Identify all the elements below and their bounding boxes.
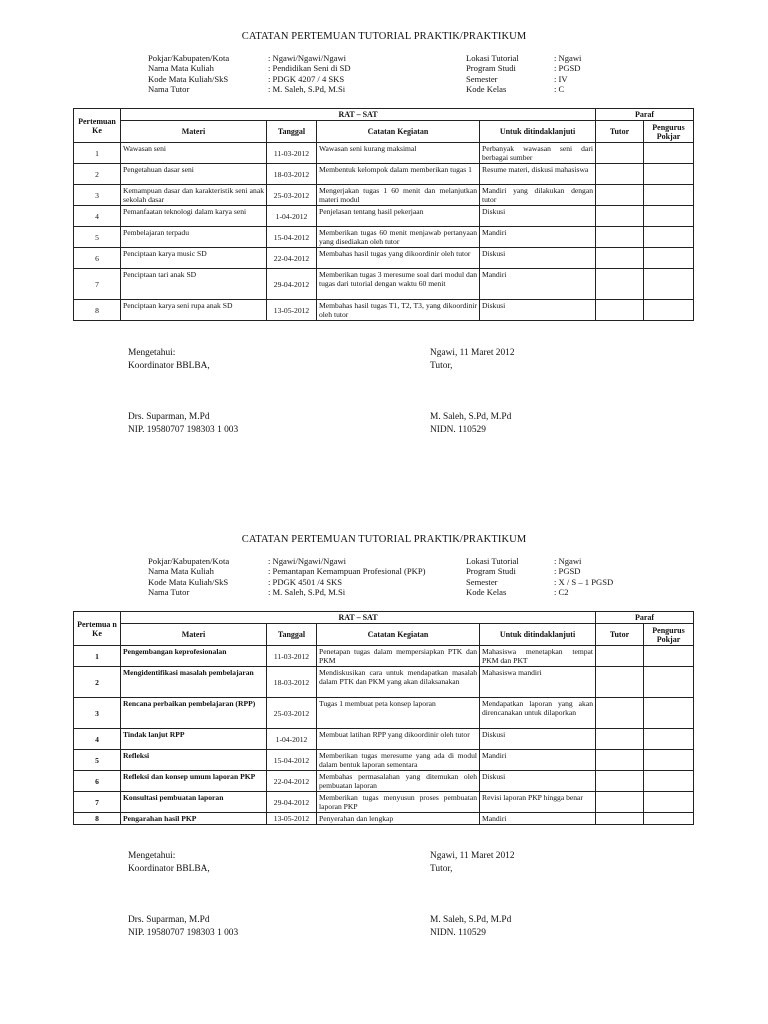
cell-catatan: Membahas hasil tugas yang dikoordinir oleh tutor — [317, 248, 480, 269]
meta-value: : PDGK 4501 /4 SKS — [268, 576, 343, 587]
cell-materi: Penciptaan karya seni rupa anak SD — [121, 300, 267, 321]
meta-value: : Pendidikan Seni di SD — [268, 63, 351, 74]
meta-values-right — [554, 556, 613, 598]
cell-tindak: Mandiri — [480, 227, 596, 248]
cell-paraf-tutor — [596, 667, 644, 698]
cell-paraf-tutor — [596, 646, 644, 667]
cell-paraf-pengurus — [644, 771, 694, 792]
cell-catatan: Wawasan seni kurang maksimal — [317, 143, 480, 164]
cell-tanggal: 11-03-2012 — [267, 143, 317, 164]
cell-no: 7 — [74, 269, 121, 300]
cell-catatan: Memberikan tugas menyusun proses pembuatan laporan PKP — [317, 792, 480, 813]
signature-heading: Ngawi, 11 Maret 2012 — [430, 851, 515, 861]
cell-materi: Pengetahuan dasar seni — [121, 164, 267, 185]
cell-tindak: Mahasiswa menetapkan tempat PKM dan PKT — [480, 646, 596, 667]
cell-no: 2 — [74, 164, 121, 185]
cell-materi: Tindak lanjut RPP — [121, 729, 267, 750]
table-row — [74, 698, 694, 729]
header-catatan: Catatan Kegiatan — [317, 121, 480, 143]
cell-catatan: Penyerahan dan lengkap — [317, 813, 480, 825]
cell-paraf-pengurus — [644, 813, 694, 825]
meta-value: : Ngawi/Ngawi/Ngawi — [268, 53, 347, 63]
cell-tindak: Mandiri — [480, 750, 596, 771]
meta-label: Program Studi — [466, 63, 516, 74]
cell-tanggal: 22-04-2012 — [267, 771, 317, 792]
meta-label: Nama Mata Kuliah — [148, 63, 214, 74]
meta-value: : C — [554, 84, 565, 95]
cell-no: 3 — [74, 185, 121, 206]
meta-label: Nama Tutor — [148, 587, 190, 598]
cell-tanggal: 15-04-2012 — [267, 227, 317, 248]
header-tindak-lanjut: Untuk ditindaklanjuti — [480, 121, 596, 143]
meta-label: Semester — [466, 576, 498, 587]
signature-left — [128, 850, 210, 876]
cell-tanggal: 13-05-2012 — [267, 813, 317, 825]
cell-tindak: Diskusi — [480, 771, 596, 792]
meta-value: : PDGK 4207 / 4 SKS — [268, 73, 345, 84]
meta-labels-left — [148, 556, 229, 598]
meta-labels-right — [466, 556, 519, 598]
cell-tindak: Diskusi — [480, 300, 596, 321]
cell-tanggal: 15-04-2012 — [267, 750, 317, 771]
meta-value: : PGSD — [554, 566, 581, 577]
cell-materi: Penciptaan karya music SD — [121, 248, 267, 269]
cell-tanggal: 25-03-2012 — [267, 698, 317, 729]
meta-value: : IV — [554, 73, 568, 84]
header-tanggal: Tanggal — [267, 624, 317, 646]
meta-value: : Ngawi/Ngawi/Ngawi — [268, 556, 347, 566]
signature-role: Tutor, — [430, 361, 453, 371]
cell-tanggal: 1-04-2012 — [267, 729, 317, 750]
meta-value: : C2 — [554, 587, 569, 598]
table-row — [74, 667, 694, 698]
meta-value: : Ngawi — [554, 556, 582, 566]
meta-label: Kode Kelas — [466, 587, 507, 598]
signature-heading: Ngawi, 11 Maret 2012 — [430, 348, 515, 358]
meta-values-left — [268, 556, 426, 598]
header-pertemuan: Pertemuan Ke — [74, 109, 121, 143]
meta-value: : Ngawi — [554, 53, 582, 63]
cell-paraf-pengurus — [644, 792, 694, 813]
cell-materi: Wawasan seni — [121, 143, 267, 164]
cell-no: 7 — [74, 792, 121, 813]
header-tindak-lanjut: Untuk ditindaklanjuti — [480, 624, 596, 646]
table-row — [74, 813, 694, 825]
cell-no: 6 — [74, 248, 121, 269]
meeting-table — [73, 611, 694, 825]
cell-no: 2 — [74, 667, 121, 698]
cell-tanggal: 13-05-2012 — [267, 300, 317, 321]
cell-catatan: Memberikan tugas 60 menit menjawab pertanyaan yang disediakan oleh tutor — [317, 227, 480, 248]
cell-catatan: Memberikan tugas 3 meresume soal dari modul dan tugas dari tutorial dengan waktu 60 menit — [317, 269, 480, 300]
signature-name: Drs. Suparman, M.Pd — [128, 412, 210, 422]
header-rat-sat: RAT – SAT — [121, 612, 596, 624]
signature-right — [430, 850, 515, 876]
cell-materi: Pembelajaran terpadu — [121, 227, 267, 248]
cell-tindak: Mahasiswa mandiri — [480, 667, 596, 698]
signature-heading: Mengetahui: — [128, 348, 176, 358]
header-catatan: Catatan Kegiatan — [317, 624, 480, 646]
cell-tindak: Diskusi — [480, 206, 596, 227]
cell-no: 1 — [74, 143, 121, 164]
meta-value: : M. Saleh, S.Pd, M.Si — [268, 587, 346, 598]
header-paraf: Paraf — [596, 109, 694, 121]
header-pertemuan: Pertemua n Ke — [74, 612, 121, 646]
cell-catatan: Penjelasan tentang hasil pekerjaan — [317, 206, 480, 227]
cell-tanggal: 1-04-2012 — [267, 206, 317, 227]
cell-paraf-pengurus — [644, 750, 694, 771]
cell-tanggal: 18-03-2012 — [267, 164, 317, 185]
cell-paraf-tutor — [596, 698, 644, 729]
meta-label: Program Studi — [466, 566, 516, 577]
cell-tindak: Diskusi — [480, 729, 596, 750]
meta-label: Pokjar/Kabupaten/Kota — [148, 556, 230, 566]
cell-no: 5 — [74, 750, 121, 771]
cell-tindak: Perbanyak wawasan seni dari berbagai sumber — [480, 143, 596, 164]
meta-label: Kode Mata Kuliah/SkS — [148, 73, 229, 84]
signature-name: Drs. Suparman, M.Pd — [128, 915, 210, 925]
meta-value: : Pemantapan Kemampuan Profesional (PKP) — [268, 566, 426, 577]
cell-no: 4 — [74, 206, 121, 227]
cell-catatan: Membuat latihan RPP yang dikoordinir oleh tutor — [317, 729, 480, 750]
signature-right-name — [430, 914, 511, 940]
cell-materi: Mengidentifikasi masalah pembelajaran — [121, 667, 267, 698]
meta-label: Lokasi Tutorial — [466, 556, 519, 566]
cell-tindak: Mandiri yang dilakukan dengan tutor — [480, 185, 596, 206]
cell-no: 8 — [74, 300, 121, 321]
cell-tindak: Diskusi — [480, 248, 596, 269]
table-body — [74, 646, 694, 825]
meta-label: Kode Kelas — [466, 84, 507, 95]
signature-left-name — [128, 914, 238, 940]
header-tutor: Tutor — [596, 624, 644, 646]
header-paraf: Paraf — [596, 612, 694, 624]
table-row — [74, 646, 694, 667]
cell-catatan: Mengerjakan tugas 1 60 menit dan melanjutkan materi modul — [317, 185, 480, 206]
cell-tindak: Revisi laporan PKP hingga benar — [480, 792, 596, 813]
cell-materi: Refleksi — [121, 750, 267, 771]
header-pengurus: Pengurus Pokjar — [644, 624, 694, 646]
header-rat-sat: RAT – SAT — [121, 109, 596, 121]
meta-label: Lokasi Tutorial — [466, 53, 519, 63]
cell-no: 1 — [74, 646, 121, 667]
cell-materi: Kemampuan dasar dan karakteristik seni anak sekolah dasar — [121, 185, 267, 206]
header-tanggal: Tanggal — [267, 121, 317, 143]
cell-no: 3 — [74, 698, 121, 729]
cell-paraf-pengurus — [644, 729, 694, 750]
cell-paraf-tutor — [596, 729, 644, 750]
cell-materi: Penciptaan tari anak SD — [121, 269, 267, 300]
cell-tanggal: 22-04-2012 — [267, 248, 317, 269]
cell-no: 4 — [74, 729, 121, 750]
cell-catatan: Memberikan tugas meresume yang ada di modul dalam bentuk laporan sementara — [317, 750, 480, 771]
header-materi: Materi — [121, 624, 267, 646]
cell-tanggal: 29-04-2012 — [267, 792, 317, 813]
signature-id: NIDN. 110529 — [430, 425, 486, 435]
table-row — [74, 729, 694, 750]
cell-tindak: Resume materi, diskusi mahasiswa — [480, 164, 596, 185]
signature-id: NIDN. 110529 — [430, 928, 486, 938]
cell-paraf-pengurus — [644, 667, 694, 698]
meta-label: Semester — [466, 73, 498, 84]
meta-label: Nama Mata Kuliah — [148, 566, 214, 577]
cell-no: 8 — [74, 813, 121, 825]
meta-label: Kode Mata Kuliah/SkS — [148, 576, 229, 587]
signature-role: Tutor, — [430, 864, 453, 874]
signature-name: M. Saleh, S.Pd, M.Pd — [430, 412, 512, 422]
cell-catatan: Membahas hasil tugas T1, T2, T3, yang dikoordinir oleh tutor — [317, 300, 480, 321]
meta-value: : PGSD — [554, 63, 581, 74]
cell-catatan: Membentuk kelompok dalam memberikan tugas 1 — [317, 164, 480, 185]
cell-paraf-tutor — [596, 813, 644, 825]
table-row — [74, 792, 694, 813]
signature-id: NIP. 19580707 198303 1 003 — [128, 928, 239, 938]
cell-tindak: Mandiri — [480, 813, 596, 825]
signature-role: Koordinator BBLBA, — [128, 361, 210, 371]
cell-materi: Refleksi dan konsep umum laporan PKP — [121, 771, 267, 792]
cell-paraf-tutor — [596, 750, 644, 771]
cell-materi: Rencana perbaikan pembelajaran (RPP) — [121, 698, 267, 729]
cell-catatan: Penetapan tugas dalam mempersiapkan PTK dan PKM — [317, 646, 480, 667]
meta-value: : M. Saleh, S.Pd, M.Si — [268, 84, 346, 95]
cell-tanggal: 25-03-2012 — [267, 185, 317, 206]
cell-tanggal: 29-04-2012 — [267, 269, 317, 300]
header-materi: Materi — [121, 121, 267, 143]
cell-materi: Konsultasi pembuatan laporan — [121, 792, 267, 813]
signature-role: Koordinator BBLBA, — [128, 864, 210, 874]
meta-value: : X / S – 1 PGSD — [554, 576, 614, 587]
signature-heading: Mengetahui: — [128, 851, 176, 861]
cell-paraf-tutor — [596, 771, 644, 792]
cell-paraf-tutor — [596, 792, 644, 813]
header-tutor: Tutor — [596, 121, 644, 143]
table-row — [74, 750, 694, 771]
cell-catatan: Mendiskusikan cara untuk mendapatkan masalah dalam PTK dan PKM yang akan dilaksanakan — [317, 667, 480, 698]
signature-name: M. Saleh, S.Pd, M.Pd — [430, 915, 512, 925]
meta-label: Pokjar/Kabupaten/Kota — [148, 53, 230, 63]
document-title: CATATAN PERTEMUAN TUTORIAL PRAKTIK/PRAKTIKUM — [241, 31, 527, 42]
signature-id: NIP. 19580707 198303 1 003 — [128, 425, 239, 435]
cell-catatan: Membahas permasalahan yang ditemukan oleh pembuatan laporan — [317, 771, 480, 792]
cell-tindak: Mandiri — [480, 269, 596, 300]
header-pengurus: Pengurus Pokjar — [644, 121, 694, 143]
cell-materi: Pemanfaatan teknologi dalam karya seni — [121, 206, 267, 227]
table-row — [74, 771, 694, 792]
cell-no: 6 — [74, 771, 121, 792]
cell-materi: Pengarahan hasil PKP — [121, 813, 267, 825]
cell-tanggal: 18-03-2012 — [267, 667, 317, 698]
cell-paraf-pengurus — [644, 646, 694, 667]
document-title: CATATAN PERTEMUAN TUTORIAL PRAKTIK/PRAKTIKUM — [241, 534, 527, 545]
cell-materi: Pengembangan keprofesionalan — [121, 646, 267, 667]
cell-tanggal: 11-03-2012 — [267, 646, 317, 667]
cell-catatan: Tugas 1 membuat peta konsep laporan — [317, 698, 480, 729]
meta-label: Nama Tutor — [148, 84, 190, 95]
cell-no: 5 — [74, 227, 121, 248]
cell-tindak: Mendapatkan laporan yang akan direncanakan untuk dilaporkan — [480, 698, 596, 729]
cell-paraf-pengurus — [644, 698, 694, 729]
